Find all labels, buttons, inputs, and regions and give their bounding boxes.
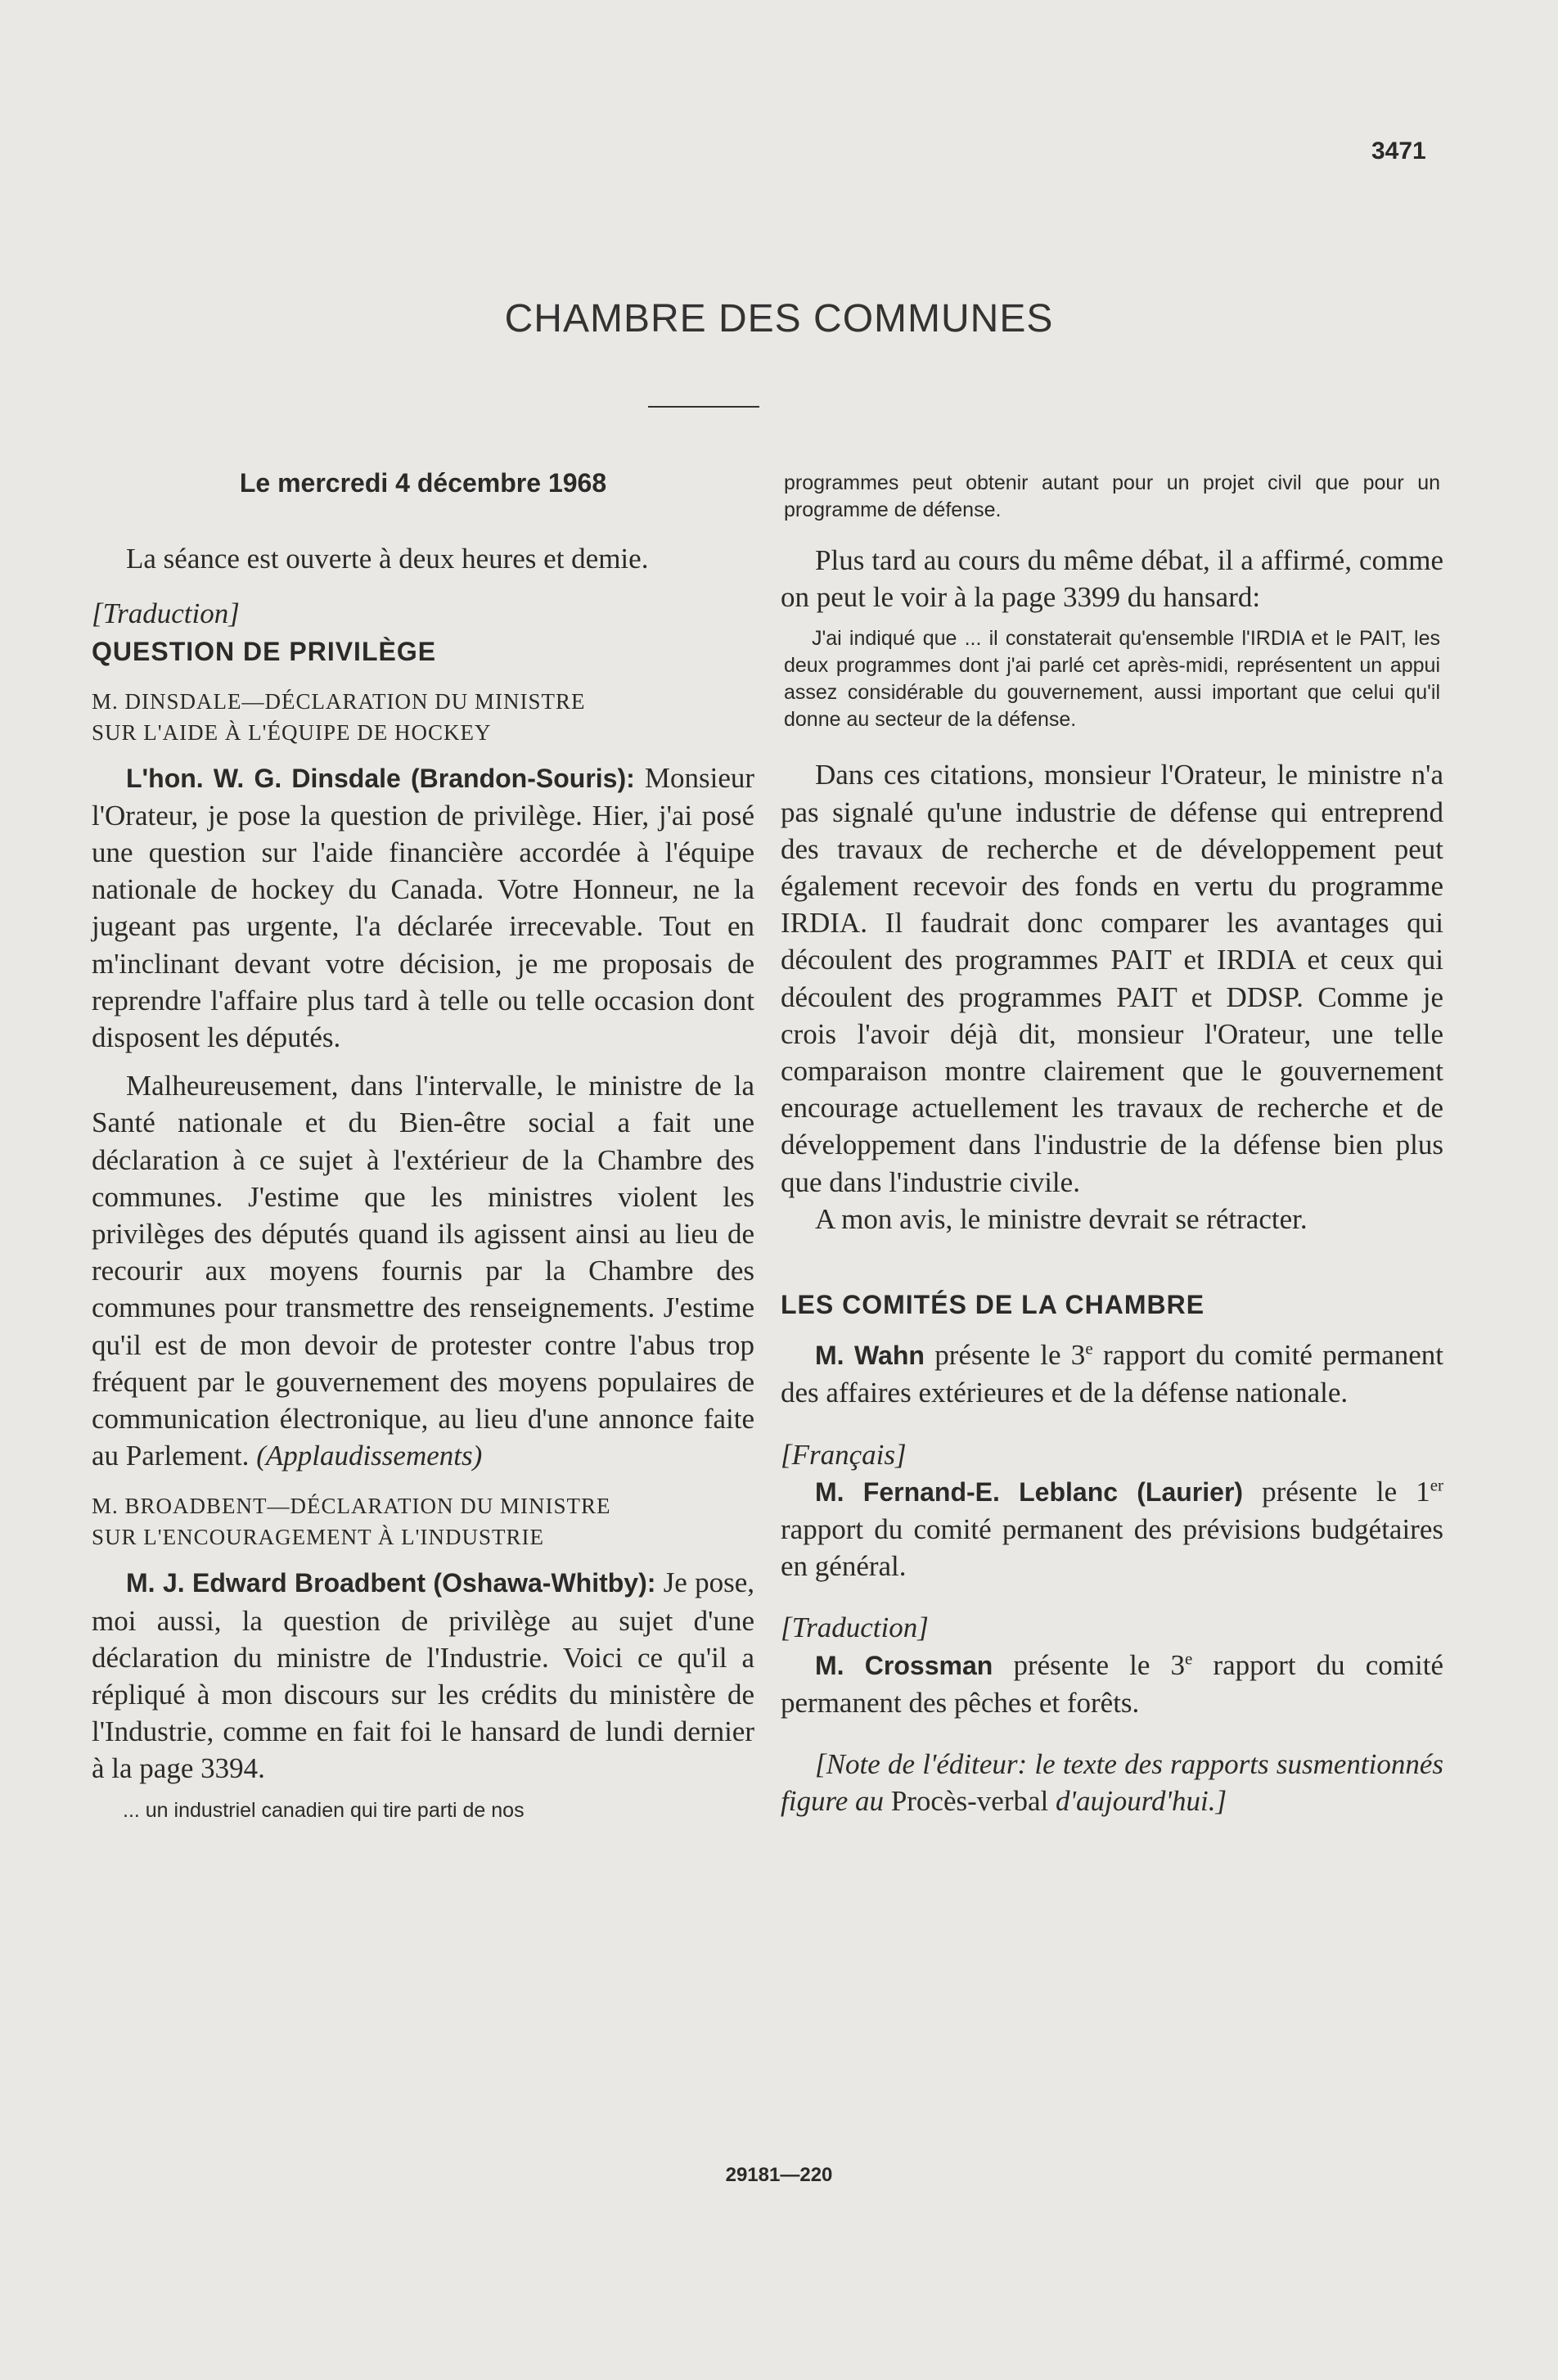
- broadbent-subheading-1: M. BROADBENT—DÉCLARATION DU MINISTRE: [92, 1494, 611, 1519]
- crossman-text-end: rapport du comité permanent des pêches et forêts.: [781, 1648, 1444, 1719]
- wahn-text: présente le 3: [934, 1339, 1086, 1372]
- speaker-dinsdale: L'hon. W. G. Dinsdale (Brandon-Souris):: [126, 763, 635, 793]
- wahn-report: [781, 1336, 1443, 1411]
- page-title: CHAMBRE DES COMMUNES: [504, 297, 1054, 340]
- opening-paragraph: La séance est ouverte à deux heures et demie.: [126, 543, 649, 575]
- retract-paragraph: A mon avis, le ministre devrait se rétracter.: [815, 1202, 1308, 1235]
- hansard-paragraph: Plus tard au cours du même débat, il a affirmé, comme on peut le voir à la page 3399 du hansard:: [781, 544, 1443, 614]
- editor-note-b: Procès-verbal: [890, 1785, 1049, 1818]
- leblanc-report: [781, 1473, 1443, 1585]
- quote-1-start: ... un industriel canadien qui tire parti de nos: [123, 1798, 525, 1822]
- speaker-crossman: M. Crossman: [815, 1650, 993, 1680]
- comparison-paragraph: Dans ces citations, monsieur l'Orateur, le ministre n'a pas signalé qu'une industrie de défense qui entreprend des travaux de recherche et de développement peut également recevoir des fonds en vertu du programme IRDIA. Il faudrait donc comparer les avantages qui découlent des programmes PAIT et IRDIA et ceux qui découlent des programmes PAIT et DDSP. Comme je crois l'avoir déjà dit, monsieur l'Orateur, une telle comparaison montre clairement que le gouvernement encourage actuellement les travaux de recherche et de développement dans l'industrie de la défense bien plus que dans l'industrie civile.: [781, 759, 1443, 1198]
- wahn-ordinal: e: [1085, 1338, 1093, 1359]
- dinsdale-text-2: Malheureusement, dans l'intervalle, le ministre de la Santé nationale et du Bien-être social a fait une déclaration à ce sujet à l'extérieur de la Chambre des communes. J'estime que les ministres violent les privilèges des députés quand ils agissent ainsi au lieu de recourir aux moyens fournis par la Chambre des communes pour transmettre des renseignements. J'estime qu'il est de mon devoir de protester contre l'abus trop fréquent par le gouvernement des moyens populaires de communication électronique, au lieu d'une annonce faite au Parlement.: [92, 1070, 754, 1472]
- dinsdale-speech: [92, 760, 754, 1057]
- broadbent-subheading-2: SUR L'ENCOURAGEMENT À L'INDUSTRIE: [92, 1525, 544, 1550]
- editor-note: [781, 1746, 1443, 1819]
- crossman-text: présente le 3: [1013, 1648, 1186, 1681]
- applause-note: (Applaudissements): [256, 1440, 483, 1472]
- speaker-leblanc: M. Fernand-E. Leblanc (Laurier): [815, 1476, 1244, 1507]
- editor-note-a: [Note de l'éditeur: le texte des rapports susmentionnés figure au: [781, 1748, 1443, 1818]
- right-column: [781, 470, 1443, 1819]
- privilege-heading: QUESTION DE PRIVILÈGE: [92, 637, 437, 667]
- crossman-ordinal: e: [1185, 1648, 1193, 1669]
- speaker-broadbent: M. J. Edward Broadbent (Oshawa-Whitby):: [126, 1568, 656, 1598]
- broadbent-speech: [92, 1564, 754, 1787]
- dinsdale-text: Monsieur l'Orateur, je pose la question de privilège. Hier, j'ai posé une question sur l'aide financière accordée à l'équipe nationale de hockey du Canada. Votre Honneur, ne la jugeant pas urgente, l'a déclarée irrecevable. Tout en m'inclinant devant votre décision, je me proposais de reprendre l'affaire plus tard à telle ou telle occasion dont disposent les députés.: [92, 761, 755, 1054]
- quote-1-end: programmes peut obtenir autant pour un projet civil que pour un programme de défense.: [784, 471, 1440, 521]
- dinsdale-subheading-2: SUR L'AIDE À L'ÉQUIPE DE HOCKEY: [92, 719, 492, 745]
- title-rule: [648, 406, 759, 408]
- leblanc-ordinal: er: [1430, 1475, 1444, 1495]
- footer-code: 29181—220: [725, 2164, 833, 2186]
- dinsdale-paragraph-2: [92, 1067, 754, 1474]
- sitting-date: Le mercredi 4 décembre 1968: [239, 468, 607, 498]
- page-number: 3471: [1371, 137, 1426, 165]
- francais-label: [Français]: [781, 1438, 907, 1471]
- wahn-text-end: rapport du comité permanent des affaires extérieures et de la défense nationale.: [781, 1339, 1443, 1409]
- left-column: [92, 540, 754, 1824]
- leblanc-text: présente le 1: [1262, 1475, 1430, 1508]
- quote-2: J'ai indiqué que ... il constaterait qu'ensemble l'IRDIA et le PAIT, les deux programmes dont j'ai parlé cet après-midi, représentent un appui assez considérable du gouvernement, aussi important que celui qu'il donne au secteur de la défense.: [784, 627, 1440, 732]
- dinsdale-subheading-1: M. DINSDALE—DÉCLARATION DU MINISTRE: [92, 688, 586, 714]
- editor-note-c: d'aujourd'hui.]: [1048, 1785, 1227, 1818]
- traduction-label: [Traduction]: [92, 597, 240, 630]
- traduction-label-2: [Traduction]: [781, 1611, 929, 1644]
- crossman-report: [781, 1647, 1443, 1721]
- committees-heading: LES COMITÉS DE LA CHAMBRE: [781, 1290, 1205, 1320]
- speaker-wahn: M. Wahn: [815, 1341, 925, 1371]
- broadbent-text: Je pose, moi aussi, la question de privilège au sujet d'une déclaration du ministre de l'Industrie. Voici ce qu'il a répliqué à mon discours sur les crédits du ministère de l'Industrie, comme en fait foi le hansard de lundi dernier à la page 3394.: [92, 1566, 755, 1785]
- leblanc-text-end: rapport du comité permanent des prévisions budgétaires en général.: [781, 1513, 1443, 1583]
